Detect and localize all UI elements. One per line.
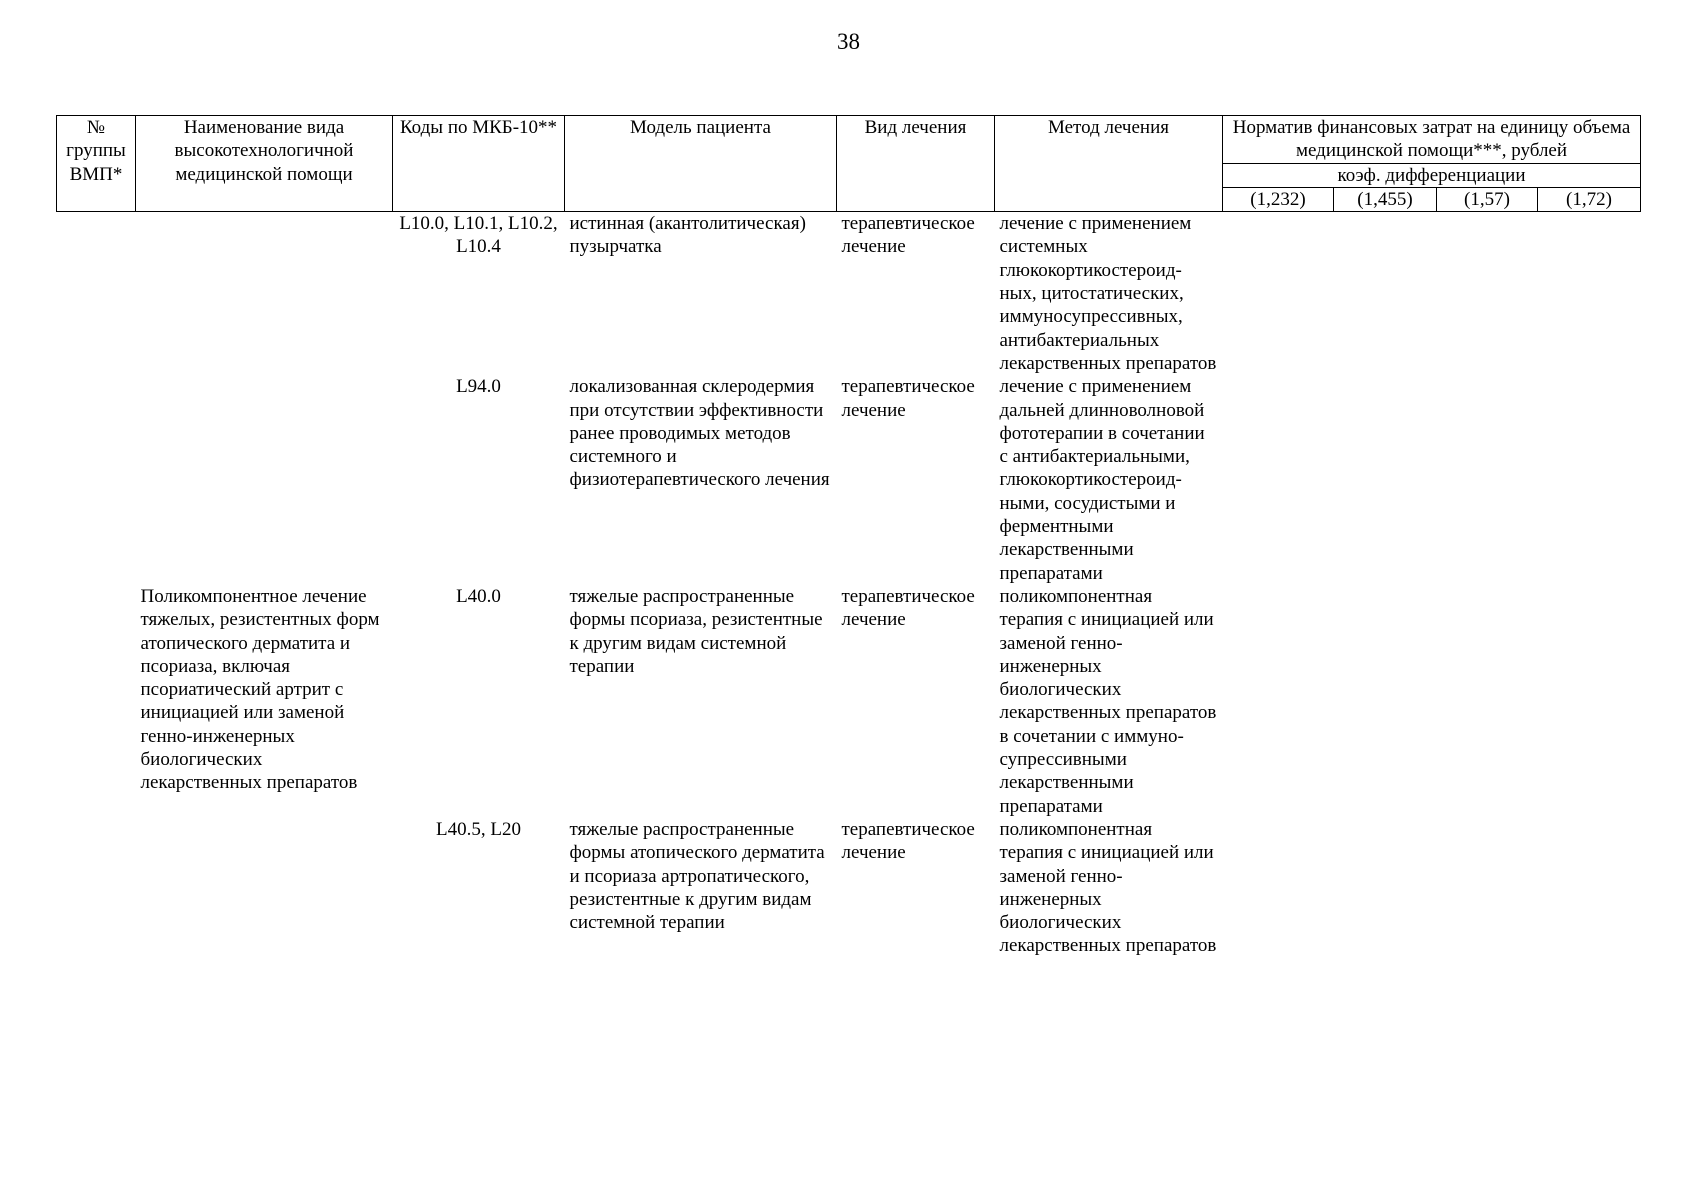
header-patient-model: Модель пациента — [565, 116, 837, 212]
header-treatment-method: Метод лечения — [995, 116, 1223, 212]
cell-method: поликомпонентная терапия с инициацией или заменой генно-инженерных биологических лекарственных препаратов — [999, 818, 1217, 957]
header-coef-value: (1,455) — [1334, 187, 1437, 211]
cell-patient-model: тяжелые распространенные формы атопического дерматита и псориаза артропатического, резистентные к другим видам системной терапии — [569, 818, 825, 934]
header-coef-value: (1,57) — [1437, 187, 1538, 211]
cell-codes: L10.0, L10.1, L10.2, L10.4 — [399, 213, 558, 258]
cell-treatment-type: терапевтическое лечение — [841, 376, 975, 421]
cell-group — [57, 375, 136, 585]
table-header — [57, 116, 1641, 212]
cell-group — [57, 585, 136, 818]
header-coef-value: (1,72) — [1538, 187, 1641, 211]
cell-codes: L40.0 — [456, 585, 501, 607]
cell-name: Поликомпонентное лечение тяжелых, резистентных форм атопического дерматита и псориаза, включая псориатический артрит с инициацией или заменой генно-инженерных биологических лекарственных препаратов — [140, 585, 380, 794]
header-group-no: № группы ВМП* — [57, 116, 136, 212]
cell-group — [57, 818, 136, 958]
cell-treatment-type: терапевтическое лечение — [841, 213, 975, 258]
cell-treatment-type: терапевтическое лечение — [841, 585, 975, 631]
header-treatment-type: Вид лечения — [837, 116, 995, 212]
cell-patient-model: истинная (акантолитическая) пузырчатка — [569, 213, 806, 258]
header-coef-value: (1,232) — [1223, 187, 1334, 211]
cell-codes: L40.5, L20 — [436, 818, 521, 840]
table-row — [57, 212, 1641, 376]
cell-group — [57, 212, 136, 376]
cell-name — [136, 818, 393, 958]
header-name: Наименование вида высокотехнологичной медицинской помощи — [136, 116, 393, 212]
cell-method: поликомпонентная терапия с инициацией или заменой генно-инженерных биологических лекарственных препаратов в сочетании с иммуно-супрессивными лекарственными препаратами — [999, 585, 1217, 817]
header-norm: Норматив финансовых затрат на единицу объема медицинской помощи***, рублей — [1223, 116, 1641, 164]
cell-patient-model: локализованная склеродермия при отсутствии эффективности ранее проводимых методов системного и физиотерапевтического лечения — [569, 376, 830, 491]
header-coef: коэф. дифференциации — [1223, 163, 1641, 187]
cell-codes: L94.0 — [456, 376, 501, 398]
vmp-table — [56, 115, 1641, 958]
cell-patient-model: тяжелые распространенные формы псориаза, резистентные к другим видам системной терапии — [569, 585, 823, 677]
cell-name — [136, 212, 393, 376]
cell-method: лечение с применением дальней длинноволновой фототерапии в сочетании с антибактериальными, глюкокортикостероид-ными, сосудистыми и ферментными лекарственными препаратами — [999, 376, 1205, 584]
cell-name — [136, 375, 393, 585]
table-row — [57, 375, 1641, 585]
cell-method: лечение с применением системных глюкокортикостероид-ных, цитостатических, иммуносупрессивных, антибактериальных лекарственных препаратов — [999, 213, 1217, 374]
table-body — [57, 212, 1641, 958]
table-row — [57, 818, 1641, 958]
page-number: 38 — [837, 29, 860, 54]
table-row — [57, 585, 1641, 818]
header-codes: Коды по МКБ-10** — [393, 116, 565, 212]
cell-treatment-type: терапевтическое лечение — [841, 818, 975, 864]
